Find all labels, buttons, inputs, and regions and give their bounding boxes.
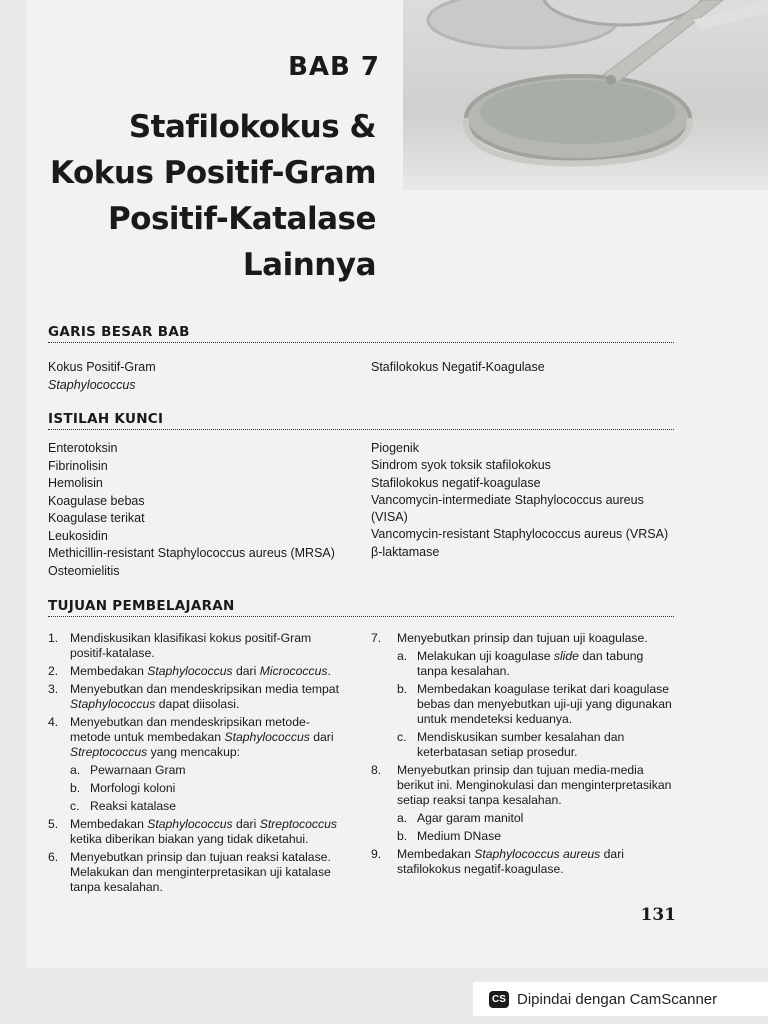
outline-item: Stafilokokus Negatif-Koagulase	[371, 360, 545, 374]
objective-subitem: b. Medium DNase	[397, 829, 501, 843]
outline-item: Kokus Positif-Gram	[48, 360, 156, 374]
objective-item: 2. Membedakan Staphylococcus dari Micrococcus.	[48, 664, 331, 678]
page-number: 131	[640, 905, 676, 925]
key-term: Vancomycin-intermediate Staphylococcus aureus	[371, 492, 644, 507]
chapter-number: BAB 7	[288, 52, 380, 82]
key-terms-heading: ISTILAH KUNCI	[48, 411, 674, 430]
outline-item: Staphylococcus	[48, 377, 136, 392]
petri-dish-photo	[403, 0, 768, 190]
title-line: Stafilokokus &	[128, 109, 376, 145]
objective-item: 4. Menyebutkan dan mendeskripsikan metode-metode untuk membedakan Staphylococcus dari Streptococcus yang mencakup:	[48, 715, 334, 759]
key-terms-right-column	[371, 440, 668, 561]
objective-item: 3. Menyebutkan dan mendeskripsikan media tempat Staphylococcus dapat diisolasi.	[48, 682, 339, 711]
objective-subitem: c. Reaksi katalase	[70, 799, 177, 813]
key-term: Koagulase terikat	[48, 511, 145, 525]
objectives-left-column	[48, 631, 348, 898]
objective-item: 1. Mendiskusikan klasifikasi kokus positif-Gram positif-katalase.	[48, 631, 312, 660]
camscanner-logo-icon: CS	[489, 991, 509, 1008]
objectives-heading: TUJUAN PEMBELAJARAN	[48, 598, 674, 617]
key-term: Koagulase bebas	[48, 493, 145, 508]
key-term: Piogenik	[371, 441, 419, 455]
objective-item: 7. Menyebutkan prinsip dan tujuan uji koagulase.	[371, 631, 648, 645]
key-term: β-laktamase	[371, 544, 440, 559]
title-line: Kokus Positif-Gram	[49, 155, 376, 191]
key-term: Stafilokokus negatif-koagulase	[371, 475, 541, 490]
objective-item: 5. Membedakan Staphylococcus dari Streptococcus ketika diberikan biakan yang tidak diketahui.	[48, 817, 337, 846]
chapter-title	[40, 104, 376, 288]
key-term: Enterotoksin	[48, 441, 118, 455]
key-term: Sindrom syok toksik stafilokokus	[371, 458, 551, 473]
key-term: Fibrinolisin	[48, 458, 108, 473]
key-term: Osteomielitis	[48, 563, 120, 578]
objective-subitem: a. Pewarnaan Gram	[70, 763, 186, 777]
key-terms-left-column	[48, 440, 335, 580]
camscanner-label: Dipindai dengan CamScanner	[517, 990, 718, 1008]
objective-subitem: a. Agar garam manitol	[397, 811, 524, 825]
outline-left-column	[48, 359, 156, 394]
objective-item: 6. Menyebutkan prinsip dan tujuan reaksi katalase. Melakukan dan menginterpretasikan uji katalase tanpa kesalahan.	[48, 850, 331, 894]
objective-item: 8. Menyebutkan prinsip dan tujuan media-media berikut ini. Menginokulasi dan menginterpretasikan setiap reaksi tanpa kesalahan.	[371, 763, 672, 807]
key-term: Methicillin-resistant Staphylococcus aureus (MRSA)	[48, 546, 335, 560]
outline-heading: GARIS BESAR BAB	[48, 324, 674, 343]
objective-subitem: a. Melakukan uji koagulase slide dan tabung tanpa kesalahan.	[397, 649, 644, 678]
key-term: Vancomycin-resistant Staphylococcus aureus (VRSA)	[371, 527, 669, 542]
objectives-right-column	[371, 631, 677, 880]
key-term: (VISA)	[371, 510, 408, 525]
title-line: Lainnya	[242, 247, 376, 283]
title-line: Positif-Katalase	[107, 201, 376, 237]
objective-subitem: b. Membedakan koagulase terikat dari koagulase bebas dan menyebutkan uji-uji yang digunakan untuk mendeteksi keduanya.	[397, 682, 672, 726]
objective-subitem: b. Morfologi koloni	[70, 781, 176, 795]
key-term: Leukosidin	[48, 528, 108, 543]
outline-right-column	[371, 359, 545, 377]
key-term: Hemolisin	[48, 476, 103, 490]
camscanner-watermark	[473, 982, 768, 1016]
objective-subitem: c. Mendiskusikan sumber kesalahan dan keterbatasan setiap prosedur.	[397, 730, 625, 759]
objective-item: 9. Membedakan Staphylococcus aureus dari stafilokokus negatif-koagulase.	[371, 847, 624, 876]
